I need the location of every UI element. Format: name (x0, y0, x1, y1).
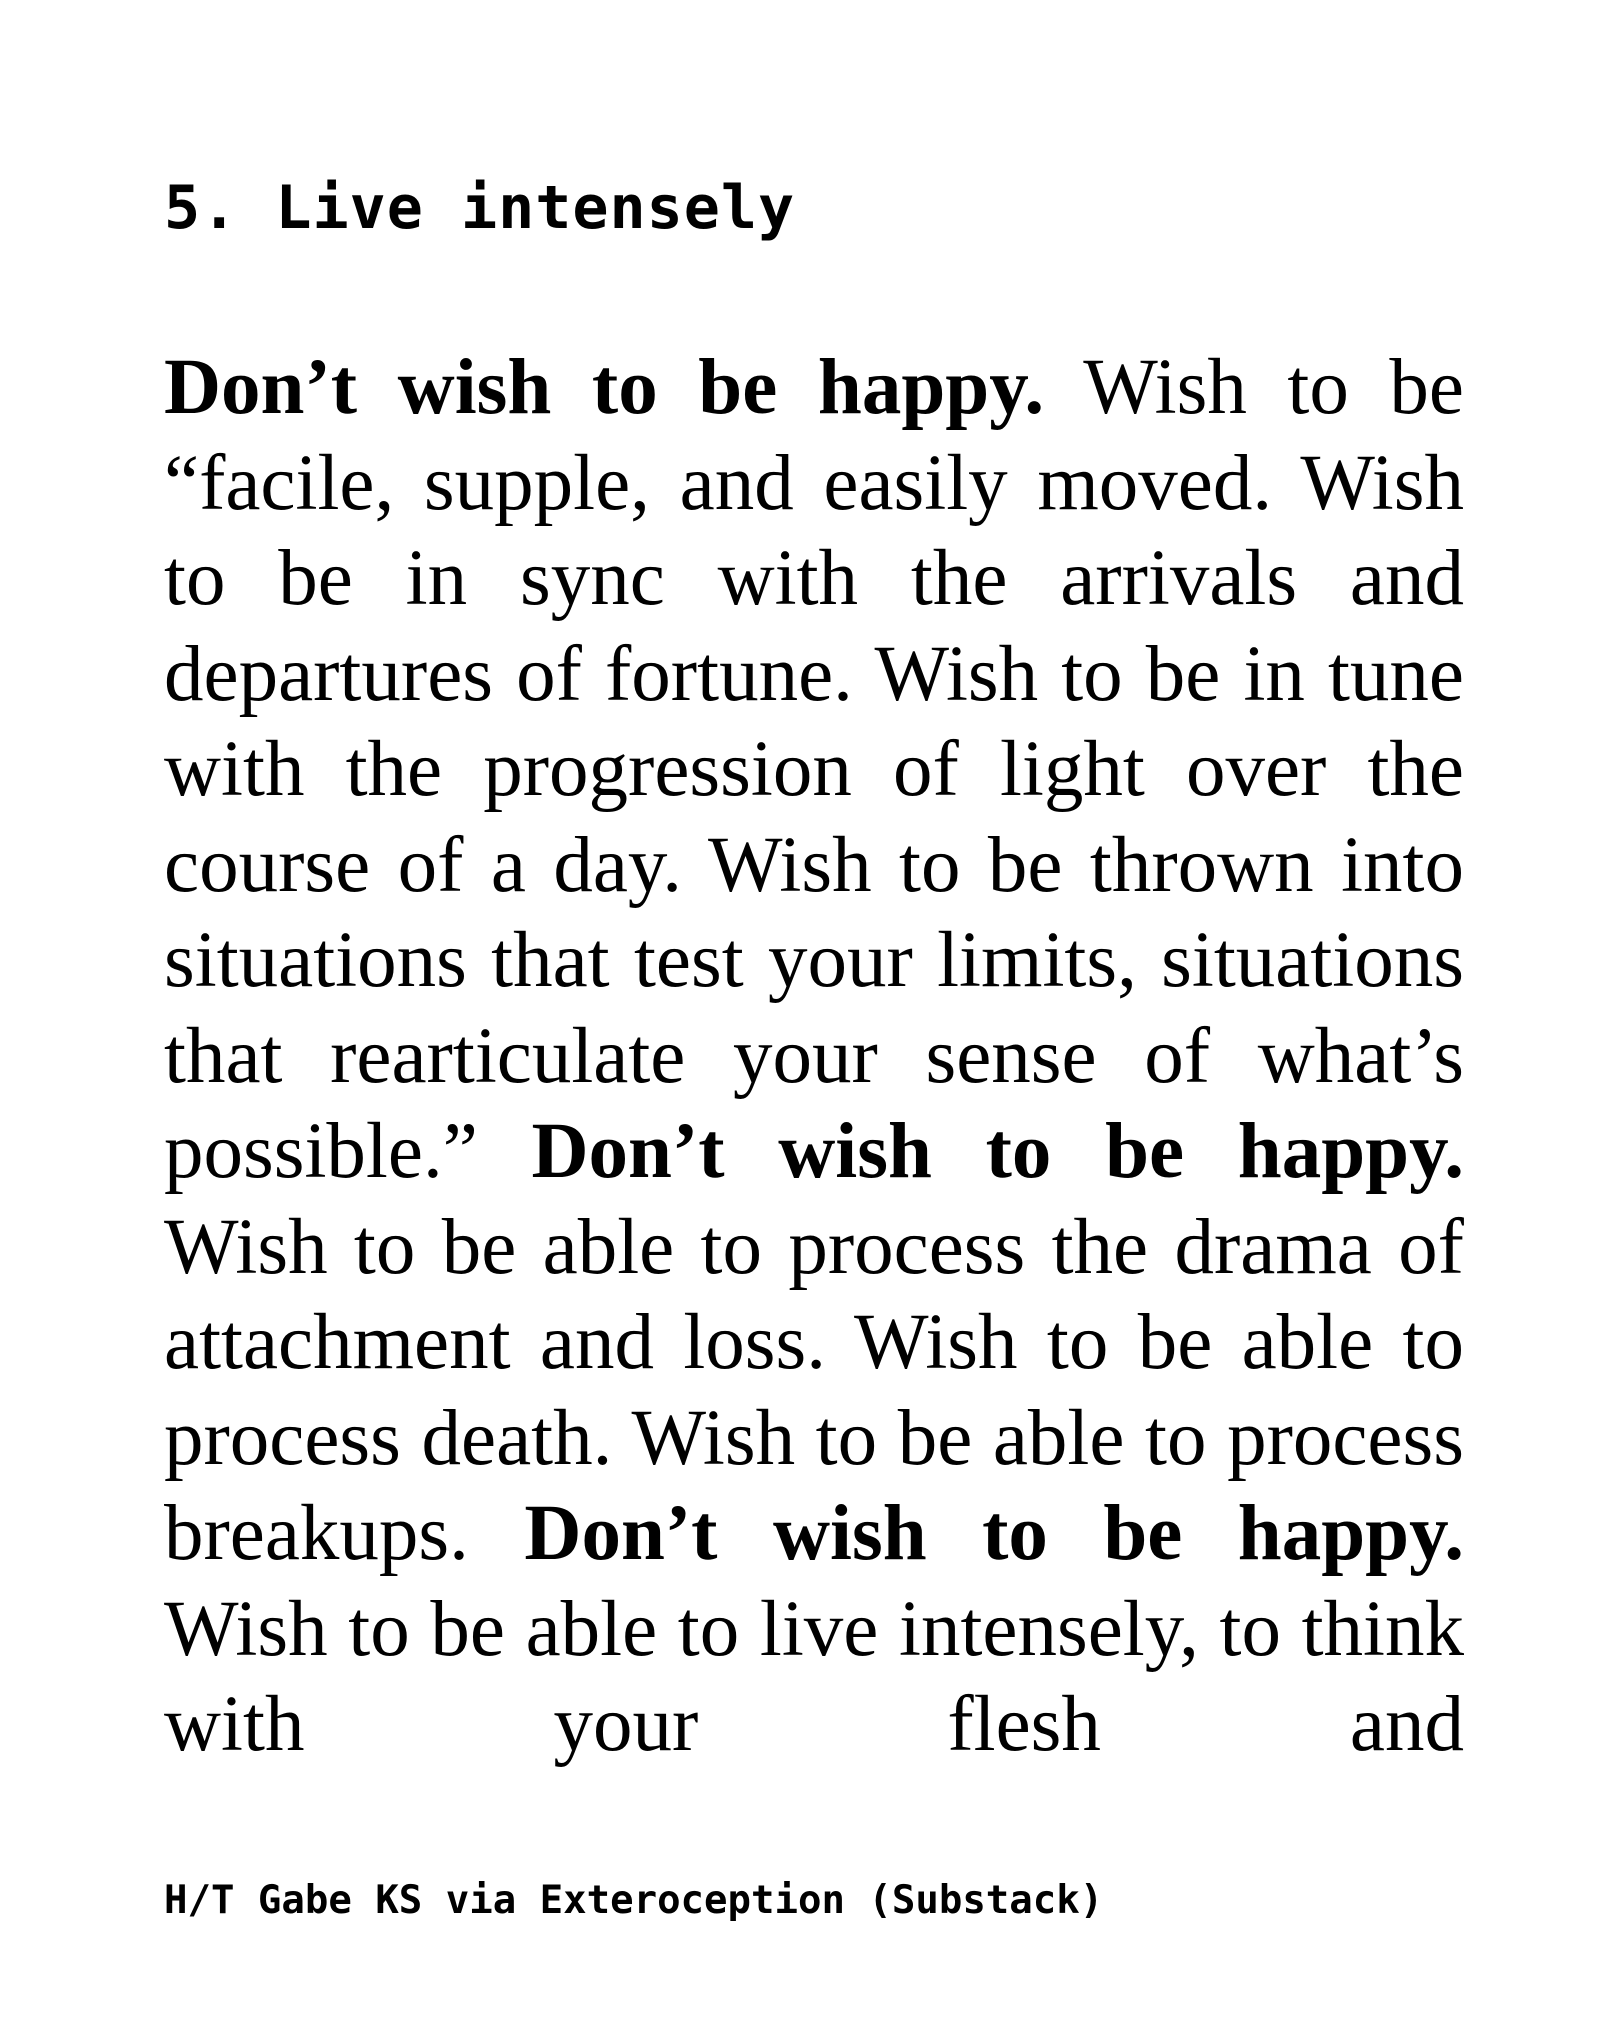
section-heading: 5. Live intensely (164, 173, 796, 243)
passage-text: Wish to be able to live intensely, to think with your flesh and (164, 1585, 1464, 1768)
bold-phrase: Don’t wish to be happy. (524, 1490, 1464, 1577)
passage-text: Wish to be able to process the drama of attachment and loss. Wish to be able to process death. Wish to be able to process breakups. (164, 1203, 1464, 1577)
credit-line: H/T Gabe KS via Exteroception (Substack) (164, 1878, 1104, 1923)
bold-phrase: Don’t wish to be happy. (531, 1108, 1464, 1195)
quote-passage (164, 340, 1464, 1773)
bold-phrase: Don’t wish to be happy. (164, 344, 1045, 431)
passage-text: Wish to be “facile, supple, and easily moved. Wish to be in sync with the arrivals and departures of fortune. Wish to be in tune with the progression of light over the course of a day. Wish to be thrown into situations that test your limits, situations that rearticulate your sense of what’s possible.” (164, 344, 1464, 1195)
